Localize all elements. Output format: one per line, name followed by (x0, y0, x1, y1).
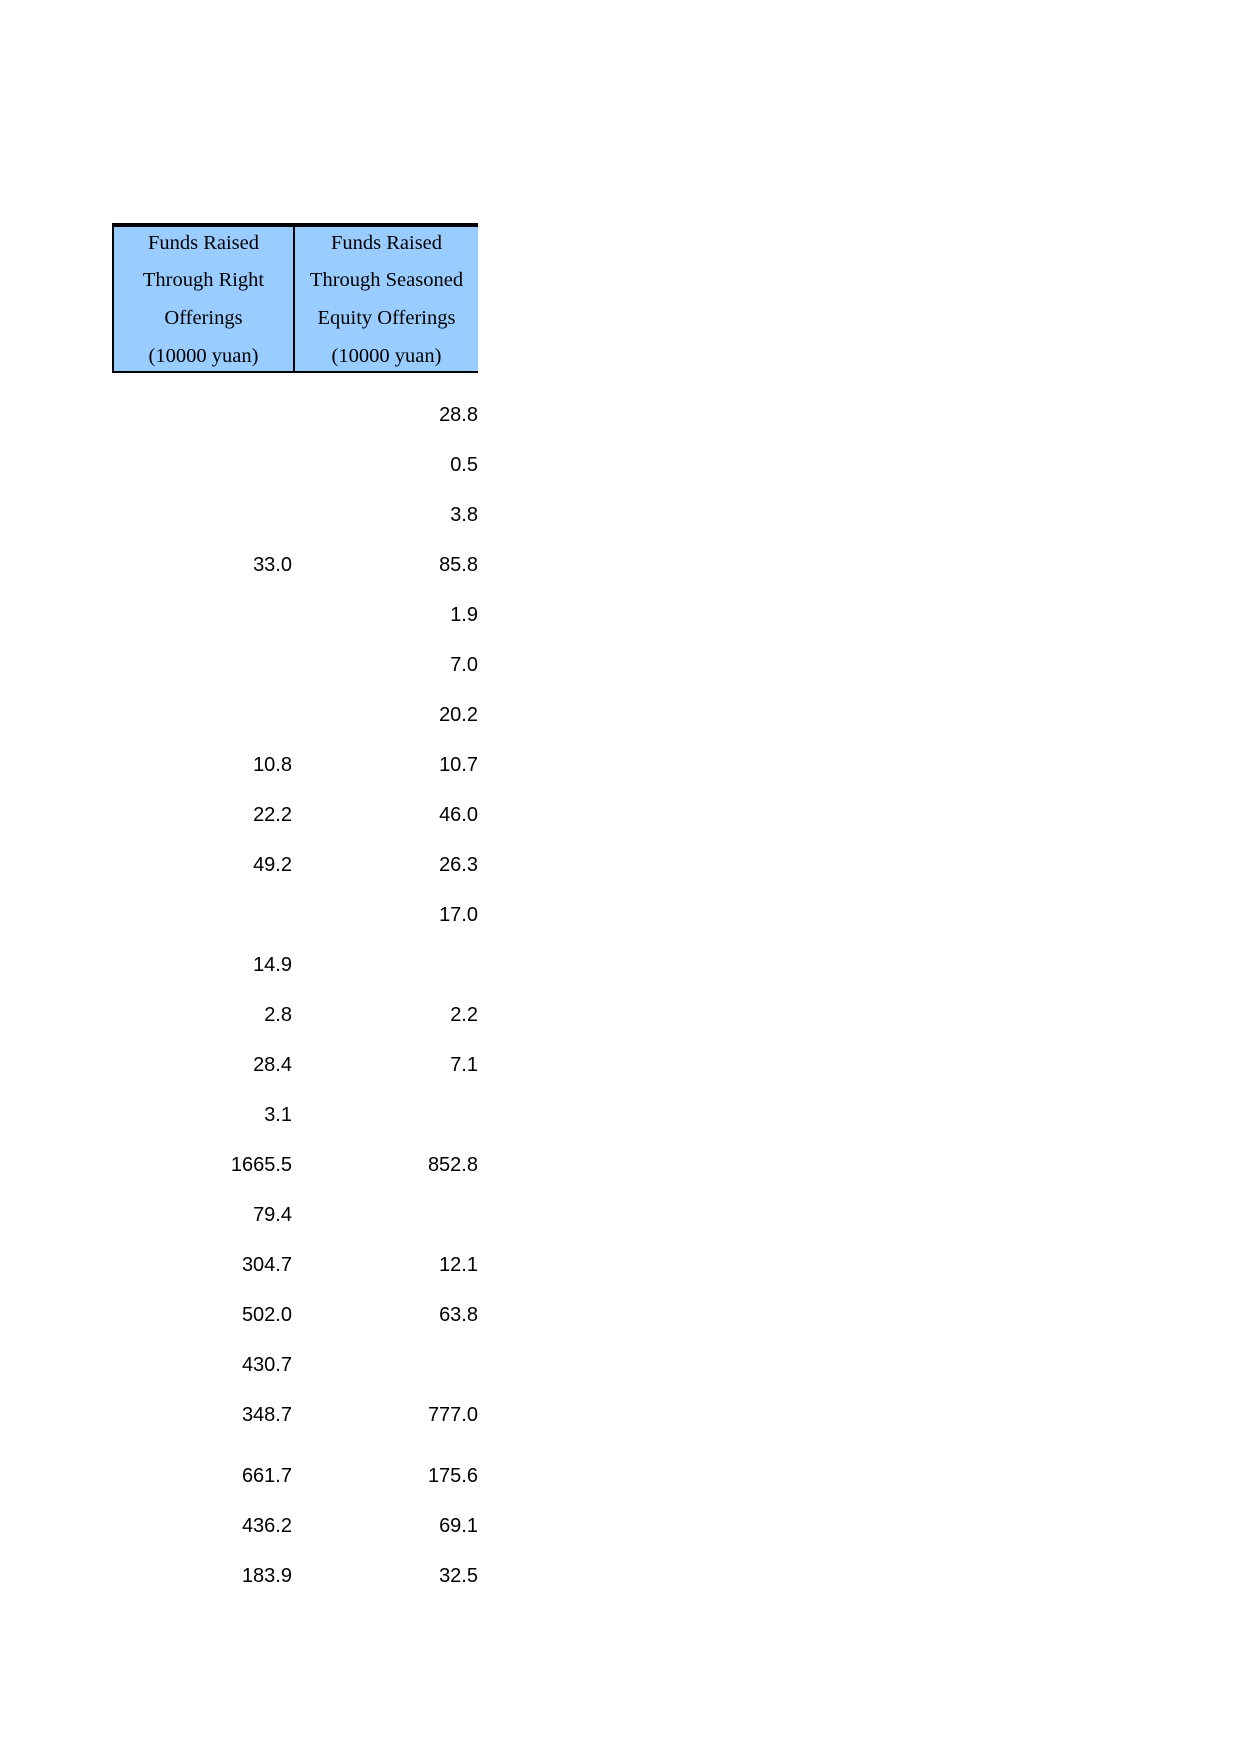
cell-seasoned-equity-offerings: 777.0 (427, 1404, 478, 1426)
table-row (112, 1551, 478, 1601)
cell-rights-offerings: 10.8 (253, 754, 292, 776)
cell-rights-offerings: 183.9 (241, 1565, 292, 1587)
table-row (112, 690, 478, 740)
table-row (112, 1240, 478, 1290)
cell-seasoned-equity-offerings: 0.5 (450, 454, 478, 476)
table-row (112, 490, 478, 540)
table-row (112, 740, 478, 790)
cell-seasoned-equity-offerings: 7.0 (450, 654, 478, 676)
cell-rights-offerings: 436.2 (241, 1515, 292, 1537)
cell-rights-offerings: 2.8 (264, 1004, 292, 1026)
header-seasoned-equity-offerings: Funds Raised Through Seasoned Equity Offerings (10000 yuan) (295, 227, 478, 371)
cell-seasoned-equity-offerings: 32.5 (439, 1565, 478, 1587)
table-row (112, 1290, 478, 1340)
cell-seasoned-equity-offerings: 2.2 (450, 1004, 478, 1026)
cell-seasoned-equity-offerings: 46.0 (439, 804, 478, 826)
cell-seasoned-equity-offerings: 7.1 (450, 1054, 478, 1076)
cell-rights-offerings: 14.9 (253, 954, 292, 976)
cell-seasoned-equity-offerings: 12.1 (439, 1254, 478, 1276)
cell-seasoned-equity-offerings: 175.6 (427, 1465, 478, 1487)
cell-rights-offerings: 502.0 (241, 1304, 292, 1326)
cell-seasoned-equity-offerings: 26.3 (439, 854, 478, 876)
cell-rights-offerings: 3.1 (264, 1104, 292, 1126)
table-row (112, 790, 478, 840)
cell-rights-offerings: 22.2 (253, 804, 292, 826)
cell-seasoned-equity-offerings: 10.7 (439, 754, 478, 776)
cell-seasoned-equity-offerings: 63.8 (439, 1304, 478, 1326)
table-row (112, 540, 478, 590)
table-row (112, 373, 478, 440)
table-row (112, 890, 478, 940)
cell-rights-offerings: 430.7 (241, 1354, 292, 1376)
table-row (112, 840, 478, 890)
table-row (112, 1340, 478, 1390)
table-row (112, 940, 478, 990)
cell-seasoned-equity-offerings: 20.2 (439, 704, 478, 726)
cell-rights-offerings: 661.7 (241, 1465, 292, 1487)
cell-rights-offerings: 49.2 (253, 854, 292, 876)
cell-rights-offerings: 348.7 (241, 1404, 292, 1426)
cell-seasoned-equity-offerings: 17.0 (439, 904, 478, 926)
cell-seasoned-equity-offerings: 28.8 (439, 404, 478, 426)
table-row (112, 590, 478, 640)
funds-raised-table (112, 223, 478, 1587)
cell-rights-offerings: 28.4 (253, 1054, 292, 1076)
table-row (112, 1190, 478, 1240)
table-row (112, 440, 478, 490)
table-row (112, 1390, 478, 1440)
cell-rights-offerings: 304.7 (241, 1254, 292, 1276)
cell-rights-offerings: 1665.5 (230, 1154, 292, 1176)
cell-seasoned-equity-offerings: 85.8 (439, 554, 478, 576)
table-row (112, 640, 478, 690)
cell-seasoned-equity-offerings: 69.1 (439, 1515, 478, 1537)
header-rights-offerings: Funds Raised Through Right Offerings (10000 yuan) (112, 227, 295, 371)
table-row (112, 990, 478, 1040)
table-row (112, 1440, 478, 1501)
table-row (112, 1040, 478, 1090)
cell-rights-offerings: 33.0 (253, 554, 292, 576)
cell-seasoned-equity-offerings: 3.8 (450, 504, 478, 526)
table-row (112, 1140, 478, 1190)
cell-rights-offerings: 79.4 (253, 1204, 292, 1226)
cell-seasoned-equity-offerings: 852.8 (427, 1154, 478, 1176)
table-row (112, 1501, 478, 1551)
cell-seasoned-equity-offerings: 1.9 (450, 604, 478, 626)
table-header-row (112, 223, 478, 373)
table-row (112, 1090, 478, 1140)
table-body (112, 373, 478, 1601)
